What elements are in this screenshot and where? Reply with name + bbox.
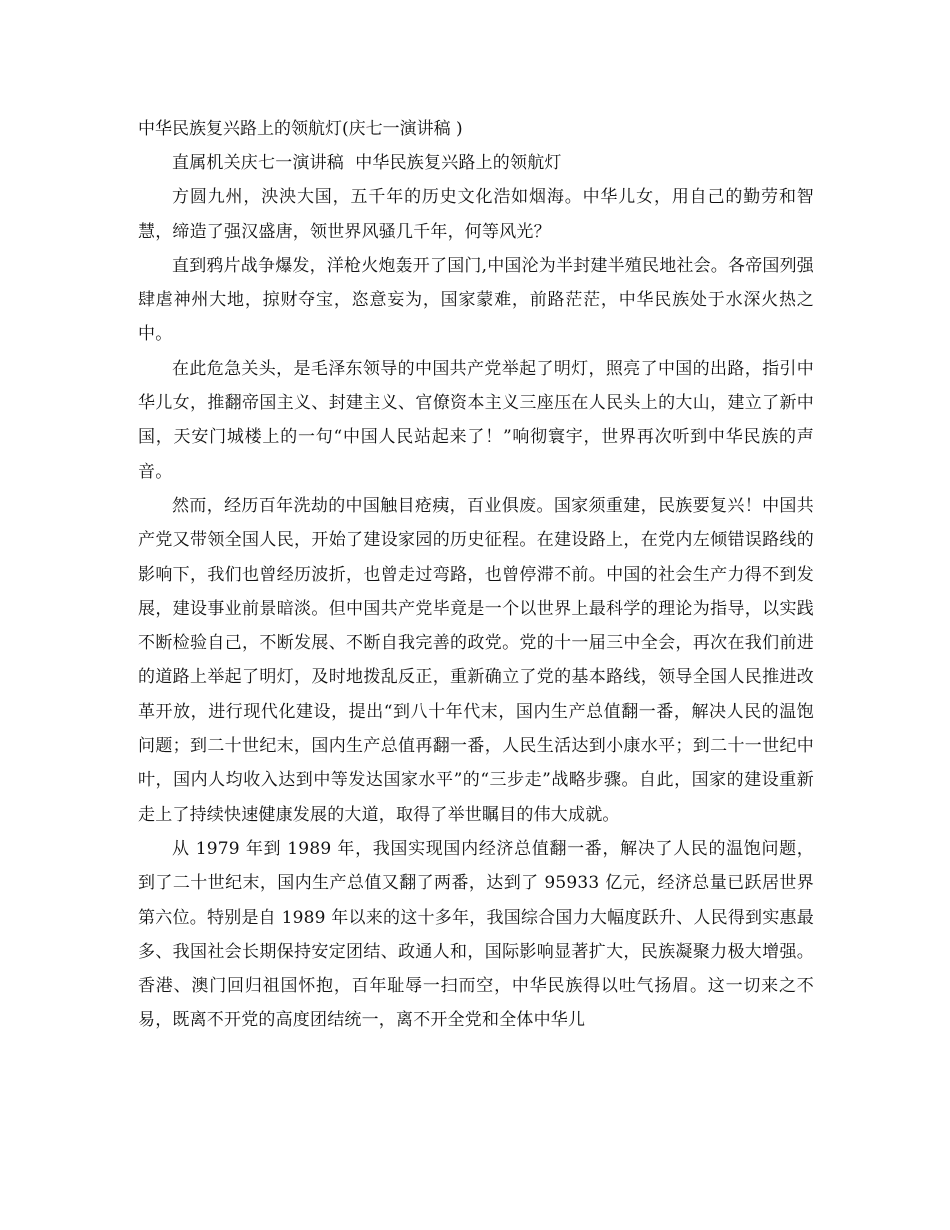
document-title: 中华民族复兴路上的领航灯(庆七一演讲稿 ): [138, 119, 463, 139]
paragraph-5: 从 1979 年到 1989 年，我国实现国内经济总值翻一番，解决了人民的温饱问题，到了二十世纪末，国内生产总值又翻了两番，达到了 95933 亿元，经济总量已跃居世界第六位。特别是自 1989 年以来的这十多年，我国综合国力大幅度跃升、人民得到实惠最多、我国社会长期保持安定团结、政通人和，国际影响显著扩大，民族凝聚力极大增强。香港、澳门回归祖国怀抱，百年耻辱一扫而空，中华民族得以吐气扬眉。这一切来之不易，既离不开党的高度团结统一，离不开全党和全体中华儿: [138, 838, 814, 1031]
paragraph-4: 然而，经历百年洗劫的中国触目疮痍，百业俱废。国家须重建，民族要复兴！中国共产党又带领全国人民，开始了建设家园的历史征程。在建设路上，在党内左倾错误路线的影响下，我们也曾经历波折，也曾走过弯路，也曾停滞不前。中国的社会生产力得不到发展，建设事业前景暗淡。但中国共产党毕竟是一个以世界上最科学的理论为指导，以实践不断检验自己，不断发展、不断自我完善的政党。党的十一届三中全会，再次在我们前进的道路上举起了明灯，及时地拨乱反正，重新确立了党的基本路线，领导全国人民推进改革开放，进行现代化建设，提出“到八十年代末，国内生产总值翻一番，解决人民的温饱问题；到二十世纪末，国内生产总值再翻一番，人民生活达到小康水平；到二十一世纪中叶，国内人均收入达到中等发达国家水平”的“三步走”战略步骤。自此，国家的建设重新走上了持续快速健康发展的大道，取得了举世瞩目的伟大成就。: [138, 495, 814, 825]
paragraph-3: 在此危急关头，是毛泽东领导的中国共产党举起了明灯，照亮了中国的出路，指引中华儿女，推翻帝国主义、封建主义、官僚资本主义三座压在人民头上的大山，建立了新中国，天安门城楼上的一句“中国人民站起来了！”响彻寰宇，世界再次听到中华民族的声音。: [138, 358, 814, 482]
document-page: [138, 112, 814, 1038]
document-subtitle: 直属机关庆七一演讲稿 中华民族复兴路上的领航灯: [172, 153, 562, 173]
paragraph-2: 直到鸦片战争爆发，洋枪火炮轰开了国门,中国沦为半封建半殖民地社会。各帝国列强肆虐神州大地，掠财夺宝，恣意妄为，国家蒙难，前路茫茫，中华民族处于水深火热之中。: [138, 255, 815, 345]
paragraph-1: 方圆九州，泱泱大国，五千年的历史文化浩如烟海。中华儿女，用自己的勤劳和智慧，缔造了强汉盛唐，领世界风骚几千年，何等风光？: [138, 187, 814, 242]
